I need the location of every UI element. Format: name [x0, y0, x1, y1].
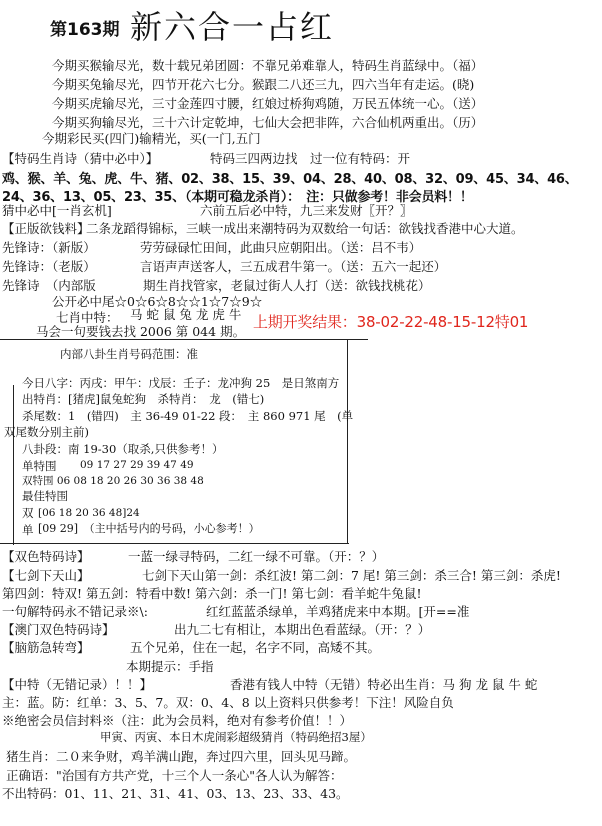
- section-text: 一句解特码永不错记录※\:: [2, 604, 148, 619]
- mahui-line: 马会一句要钱去找 2006 第 044 期。: [36, 324, 246, 339]
- bagua-shuang-label: 双: [22, 506, 34, 520]
- footer-buchu: 不出特码：01、11、21、31、41、03、13、23、33、43。: [2, 786, 349, 801]
- section-header: 【正版欲钱料】: [2, 221, 90, 236]
- section-text: ※绝密会员信封料※（注：此为会员料，绝对有参考价值！！）: [2, 713, 353, 728]
- pioneer-label: 先锋诗 （内部版: [2, 278, 96, 293]
- section-header: 【澳门双色特码诗】: [2, 622, 115, 637]
- pioneer-label: 先锋诗：（老版）: [2, 259, 96, 274]
- bagua-header: 内部八卦生肖号码范围：准: [60, 347, 198, 361]
- section-header: 【特码生肖诗（猜中必中）】: [2, 151, 159, 166]
- number-list: 24、36、13、05、23、35、（本期可稳龙杀肖）： 注：只做参考！非会员料！！: [2, 190, 473, 205]
- seven-zodiac: 马 蛇 鼠 兔 龙 虎 牛: [130, 307, 242, 322]
- footer-zhengdang: 正确语："治国有方共产党，十三个人一条心"各人认为解答：: [6, 768, 343, 783]
- section-text: 第四剑：特双! 第五剑：特看中数! 第六剑：杀一门! 第七剑：看羊蛇牛兔鼠!: [2, 586, 422, 601]
- last-result-label: 上期开奖结果：: [253, 313, 357, 331]
- section-text: 出九二七有相让，本期出色看蓝绿。（开：？）: [174, 622, 431, 637]
- bagua-danpai: 09 17 27 29 39 47 49: [80, 459, 194, 471]
- footer-zhu: 猪生肖：二０来争财，鸡羊满山跑，奔过四六里，回头见马蹄。: [6, 749, 357, 764]
- section-text: 主：蓝。防：红单：3、5、7。双：0、4、8 以上资料只供参考！下注！风险自负: [2, 695, 454, 710]
- bagua-dan-label: 单: [22, 523, 34, 537]
- bagua-dan-values: [09 29] （主中括号内的号码，小心参考！）: [38, 522, 260, 535]
- section-text: 红红蓝蓝杀绿单，羊鸡猪虎来中本期。[开==准: [206, 604, 470, 619]
- intro-line: 今期买狗输尽光，三十六计定乾坤，七仙大会把非阵，六合仙机两重出。（历）: [52, 115, 484, 130]
- last-result-value: 38-02-22-48-15-12特01: [356, 313, 529, 331]
- footer-title: 甲寅、丙寅、本日木虎闹彩超级猜肖（特码绝招3屋）: [100, 730, 372, 744]
- box-border: [347, 339, 348, 543]
- intro-line: 今期彩民买(四门)输精光，买(一门,五门: [42, 131, 261, 146]
- bagua-shawei: 杀尾数：1 (错四) 主 36-49 01-22 段： 主 860 971 尾 (单: [22, 409, 354, 423]
- section-text: 一蓝一绿寻特码，二红一绿不可靠。（开：？）: [128, 549, 385, 564]
- intro-line: 今期买兔输尽光，四节开花六七分。猴跟二八还三九，四六当年有走运。(晓): [52, 77, 475, 92]
- section-text: 香港有钱人中特（无错）特必出生肖：马 狗 龙 鼠 牛 蛇: [230, 677, 538, 692]
- bagua-bazi: 今日八字：丙戌：甲午：戊辰：壬子：龙冲狗 25 是日煞南方: [22, 376, 340, 390]
- pioneer-label: 先锋诗：（新版）: [2, 240, 96, 255]
- guess-right: 六前五后必中特，九三来发财〖开？〗: [200, 203, 413, 218]
- section-text: 二条龙蹈得锦标，三峡一成出来潮特码为双数给一句话：欲钱找香港中心大道。: [86, 221, 524, 236]
- section-header: 【七剑下天山】: [2, 568, 90, 583]
- number-list: 鸡、猴、羊、兔、虎、牛、猪、02、38、15、39、04、28、40、08、32、09、45、34、46、: [2, 172, 578, 187]
- section-text: 五个兄弟，住在一起，名字不同，高矮不其。: [130, 640, 381, 655]
- issue-number: 第163期: [50, 20, 120, 40]
- bagua-danpai-label: 单特围: [22, 459, 57, 473]
- intro-line: 今期买猴输尽光，数十载兄弟团圆：不靠兄弟难靠人，特码生肖蓝绿中。（福）: [52, 58, 484, 73]
- section-header: 【双色特码诗】: [2, 549, 90, 564]
- bagua-best: 最佳特围: [22, 489, 68, 503]
- divider: [0, 339, 368, 340]
- pioneer-text: 劳劳碌碌忙田间，此曲只应朝阳出。（送：吕不韦）: [140, 240, 422, 255]
- section-header: 【脑筋急转弯】: [2, 640, 90, 655]
- bagua-shuangpai: 双特围 06 08 18 20 26 30 36 38 48: [22, 475, 204, 487]
- bagua-range: 八卦段：南 19-30（取杀,只供参考！）: [22, 442, 224, 456]
- pioneer-text: 期生肖找管家，老鼠过街人人打（送：欲钱找桃花）: [143, 278, 431, 293]
- seven-zodiac-label: 七肖中特：: [56, 310, 119, 325]
- bagua-chute: 出特肖：[猪虎]鼠兔蛇狗 杀特肖： 龙 (错七): [22, 392, 265, 406]
- section-header-right: 特码三四两边找 过一位有特码：开: [210, 151, 411, 166]
- page-title: 新六合一占红: [130, 8, 335, 46]
- last-result: [253, 311, 528, 332]
- intro-line: 今期买虎输尽光，三寸金莲四寸腰，红娘过桥狗鸡随，万民五体统一心。（送）: [52, 96, 484, 111]
- hint: 本期提示：手指: [126, 659, 214, 674]
- divider: [0, 543, 349, 544]
- section-text: 七剑下天山第一剑：杀红波! 第二剑：7 尾! 第三剑：杀三合! 第三剑：杀虎!: [142, 568, 561, 583]
- public-tail: 公开必中尾☆0☆6☆8☆☆1☆7☆9☆: [52, 294, 263, 309]
- bagua-shuangwei: 双尾数分别主前): [4, 425, 89, 439]
- pioneer-text: 言语声声送客人，三五成君牛第一。（送：五六一起还）: [140, 259, 447, 274]
- section-header: 【中特（无错记录）！！】: [2, 677, 153, 692]
- bagua-shuang-values: [06 18 20 36 48]24: [38, 507, 140, 519]
- box-border: [13, 385, 14, 545]
- guess-left: 猜中必中[一肖玄机]: [2, 203, 112, 218]
